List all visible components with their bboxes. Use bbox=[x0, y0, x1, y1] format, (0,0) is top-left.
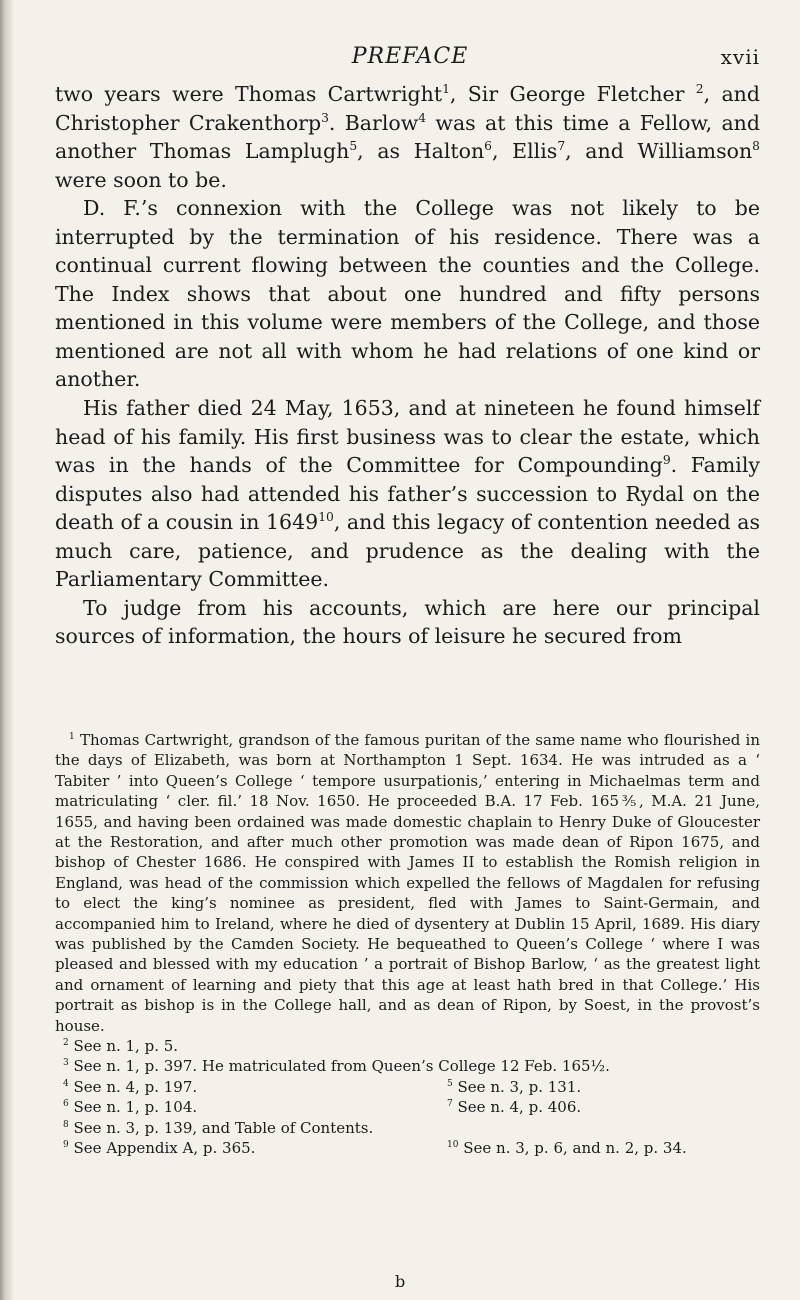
footnote-ref-1: 1 bbox=[442, 82, 450, 97]
footnote-2: $^2$ See n. 1, p. 5. bbox=[63, 1037, 179, 1056]
footnote-ref-3: 3 bbox=[321, 110, 329, 125]
footnote-1: $^1$ Thomas Cartwright, grandson of the famous puritan of the same name who flourished in the days of Elizabeth, was born at Northampton 1 Sept. 1634. He was intruded as a ‘ Tabiter ’ into Queen’s College ‘ tempore usurpationis,’ entering in Michaelmas term and matriculating ‘ cler. fil.’ 18 Nov. 1650. He proceeded B.A. 17 Feb. 165⅗, M.A. 21 June, 1655, and having been ordained was made domestic chaplain to Henry Duke of Gloucester at the Restoration, and after much other promotion was made dean of Ripon 1675, and bishop of Chester 1686. He conspired with James II to establish the Romish religion in England, was head of the commission which expelled the fellows of Magdalen for refusing to elect the king’s nominee as president, fled with James to Saint-Germain, and accompanied him to Ireland, where he died of dysentery at Dublin 15 April, 1689. His diary was published by the Camden Society. He bequeathed to Queen’s College ‘ where I was pleased and blessed with my education ’ a portrait of Bishop Barlow, ‘ as the greatest light and ornament of learning and piety that this age at least hath bred in that College.’ His portrait as bishop is in the College hall, and as dean of Ripon, by Soest, in the provost’s house. bbox=[55, 731, 760, 1035]
signature-mark: b bbox=[395, 1272, 406, 1291]
paragraph-4: To judge from his accounts, which are here our principal sources of information, the hours of leisure he secured from bbox=[55, 595, 760, 649]
footnote-row-4-5 bbox=[55, 1077, 760, 1097]
page-number: xvii bbox=[720, 45, 760, 69]
footnote-7: $^7$ See n. 4, p. 406. bbox=[447, 1098, 582, 1117]
page-header bbox=[60, 44, 760, 74]
footnote-10: $^{10}$ See n. 3, p. 6, and n. 2, p. 34. bbox=[447, 1139, 687, 1158]
footnote-ref-7: 7 bbox=[557, 139, 566, 154]
footnote-5: $^5$ See n. 3, p. 131. bbox=[447, 1077, 582, 1096]
footnote-8: $^8$ See n. 3, p. 139, and Table of Contents. bbox=[63, 1118, 374, 1137]
footnote-ref-2: 2 bbox=[695, 82, 704, 97]
footnote-mark: 1 bbox=[69, 732, 75, 742]
paragraph-1: two years were Thomas Cartwright$^1$, Sir George Fletcher $^2$, and Christopher Crakenthorp$^3$. Barlow$^4$ was at this time a Fellow, and another Thomas Lamplugh$^5$, as Halton$^6$, Ellis$^7$, and Williamson$^8$ were soon to be. bbox=[55, 82, 760, 192]
footnote-ref-8: 8 bbox=[752, 139, 760, 154]
main-text bbox=[55, 80, 760, 651]
footnote-4: $^4$ See n. 4, p. 197. bbox=[63, 1077, 198, 1096]
footnote-ref-9: 9 bbox=[662, 453, 671, 468]
footnotes bbox=[55, 730, 760, 1158]
page-binding-edge bbox=[0, 0, 14, 1300]
footnote-ref-5: 5 bbox=[349, 139, 358, 154]
footnote-3: $^3$ See n. 1, p. 397. He matriculated from Queen’s College 12 Feb. 165½. bbox=[63, 1057, 610, 1076]
footnote-row-9-10 bbox=[55, 1138, 760, 1158]
footnote-row-6-7 bbox=[55, 1097, 760, 1117]
footnote-ref-4: 4 bbox=[418, 110, 427, 125]
footnote-9: $^9$ See Appendix A, p. 365. bbox=[63, 1139, 256, 1158]
footnote-ref-6: 6 bbox=[484, 139, 492, 154]
running-title: PREFACE bbox=[351, 44, 469, 69]
paragraph-2: D. F.’s connexion with the College was not likely to be interrupted by the termination of his residence. There was a continual current flowing between the counties and the College. The Index shows that about one hundred and fifty persons mentioned in this volume were members of the College, and those mentioned are not all with whom he had relations of one kind or another. bbox=[55, 196, 760, 392]
paragraph-3: His father died 24 May, 1653, and at nineteen he found himself head of his family. His first business was to clear the estate, which was in the hands of the Committee for Compounding$^9$. Family disputes also had attended his father’s succession to Rydal on the death of a cousin in 1649$^{10}$, and this legacy of contention needed as much care, patience, and prudence as the dealing with the Parliamentary Committee. bbox=[55, 396, 760, 592]
footnote-6: $^6$ See n. 1, p. 104. bbox=[63, 1098, 198, 1117]
footnote-ref-10: 10 bbox=[318, 510, 334, 525]
